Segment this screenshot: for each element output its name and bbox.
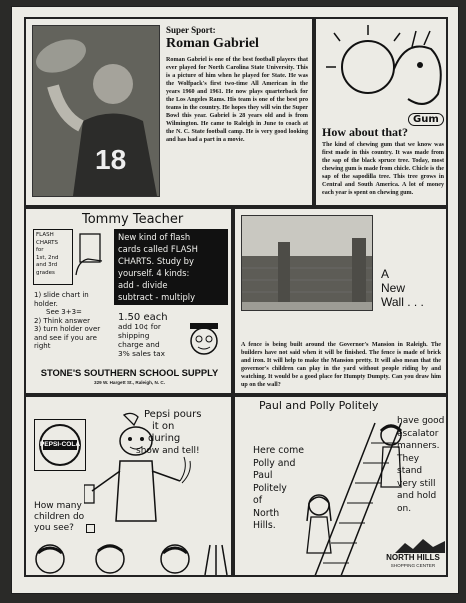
hand-holding-card-icon: [74, 231, 108, 277]
brick-wall-photo: [241, 215, 373, 311]
tommy-price: 1.50 each add 10¢ for shipping charge and 3% sales tax: [118, 312, 168, 358]
answer-box: [86, 524, 95, 533]
gum-label: Gum: [408, 113, 444, 126]
sport-title: Roman Gabriel: [166, 36, 259, 51]
wall-illustration: [242, 216, 373, 311]
wall-body: A fence is being built around the Governor's Mansion in Raleigh. The builders have not said when it will be finished. The fence is made of brick and iron. It will help to make the Mansion pretty. It will also mean that the governor's children can play in the yard without people riding by and watching. It would be a good place for Humpty Dumpty. Can you draw him up on the wall?: [241, 342, 441, 388]
escalator-title: Paul and Polly Politely: [259, 399, 379, 412]
wall-title: A New Wall . . .: [381, 267, 424, 309]
north-hills-subtitle: SHOPPING CENTER: [390, 563, 436, 568]
teacher-face-icon: [184, 319, 224, 359]
sport-kicker: Super Sport:: [166, 25, 216, 35]
tommy-teacher-panel: [24, 207, 233, 395]
children-heads-drawing: [30, 541, 230, 577]
pepsi-question: How many children do you see?: [34, 501, 85, 533]
gum-body: The kind of chewing gum that we know was first made in this country. It was made from the sap of the black spruce tree. Today, most chewing gum is made from chicle. Chicle is the sap of the sapodilla tree. This tree grows in Central and South America. A lot of money each year is spent on chewing gum.: [322, 142, 444, 196]
flash-card-text: FLASH CHARTS for 1st, 2nd and 3rd grades: [36, 232, 59, 276]
gum-title: How about that?: [322, 125, 409, 139]
pepsi-panel: [24, 395, 233, 577]
north-hills-logo-icon: [395, 539, 445, 553]
tommy-title: Tommy Teacher: [82, 212, 184, 227]
store-address: 329 W. Hargett St., Raleigh, N. C.: [94, 380, 165, 385]
store-name: STONE'S SOUTHERN SCHOOL SUPPLY: [40, 367, 219, 378]
escalator-left-text: Here come Polly and Paul Politely of North Hills.: [253, 445, 305, 531]
sport-panel: [24, 17, 314, 207]
tommy-steps: 1) slide chart in holder. See 3+3= 2) Think answer 3) turn holder over and see if you are right: [34, 291, 101, 350]
boy-with-bottle-drawing: [84, 411, 194, 561]
escalator-right-text: have good escalator manners. They stand very still and hold on.: [397, 416, 445, 514]
wall-panel: [233, 207, 448, 395]
escalator-panel: [233, 395, 448, 577]
jersey-number: 18: [95, 144, 127, 175]
newspaper-page: [11, 6, 459, 594]
pepsi-logo-text: PEPSI-COLA: [39, 441, 81, 448]
gum-panel: [314, 17, 448, 207]
north-hills-logo: NORTH HILLS: [386, 553, 440, 562]
football-player-photo: [32, 25, 160, 197]
sport-body: Roman Gabriel is one of the best football players that ever played for North Carolina State University. This is a picture of him when he played for State. He was the Wolfpack's first two-time All American in the years 1960 and 1961. He now plays quarterback for the Los Angeles Rams. His team is one of the best pro teams in the country. He hopes they will win the Super Bowl this year. Gabriel is 28 years old and is from Wilmington. He came to Raleigh in June to coach at the N. C. State football camp. He is very good looking and has had a part in a movie.: [166, 57, 308, 143]
chalkboard-text: New kind of flash cards called FLASH CHARTS. Study by yourself. 4 kinds: add - divide subtract - multiply: [118, 232, 198, 302]
gum-bubble-drawing: [316, 19, 448, 119]
pepsi-bubble: Pepsi pours it on during show and tell!: [136, 409, 202, 456]
